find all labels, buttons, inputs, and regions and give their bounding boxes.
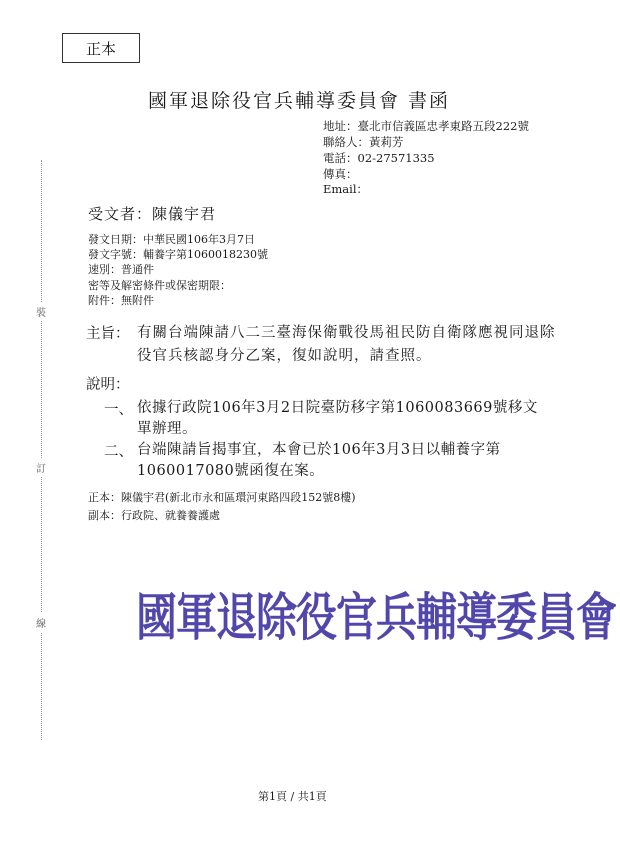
explanation-item-text: 台端陳請旨揭事宜，本會已於106年3月3日以輔養字第1060017080號函復在案。 (137, 442, 501, 479)
recipient: 受文者：陳儀宇君 (88, 205, 217, 223)
explanation-item-text: 依據行政院106年3月2日院臺防移字第1060083669號移文單辦理。 (137, 400, 538, 437)
contact-email: Email： (323, 182, 369, 196)
explanation-item-number: 二、 (104, 444, 133, 460)
explanation-item-number: 一、 (104, 402, 133, 418)
page-number: 第1頁 / 共1頁 (258, 790, 327, 803)
attachment: 附件：無附件 (88, 294, 154, 307)
official-seal-stamp: 國軍退除役官兵輔導委員會 (136, 587, 616, 648)
original-copy-stamp: 正本 (62, 33, 140, 63)
issue-date: 發文日期：中華民國106年3月7日 (88, 233, 255, 246)
letter-title: 國軍退除役官兵輔導委員會 書函 (148, 90, 451, 112)
copy-recipients: 副本：行政院、就養養護處 (88, 509, 220, 522)
delivery-speed: 速別：普通件 (88, 263, 154, 276)
contact-address: 地址：臺北市信義區忠孝東路五段222號 (323, 119, 529, 133)
contact-person: 聯絡人：黃莉芳 (323, 135, 404, 149)
subject-text: 有關台端陳請八二三臺海保衛戰役馬祖民防自衛隊應視同退除役官兵核認身分乙案，復如說明，請查照。 (137, 325, 556, 364)
contact-fax: 傳真： (323, 167, 358, 181)
binding-mark-xian: 線 (36, 613, 46, 632)
contact-phone: 電話：02-27571335 (323, 151, 435, 165)
subject-label: 主旨： (86, 326, 130, 342)
original-recipient: 正本：陳儀宇君(新北市永和區環河東路四段152號8樓) (88, 491, 356, 504)
explanation-label: 說明： (86, 377, 130, 393)
binding-margin-line (41, 160, 42, 740)
binding-mark-zhuang: 裝 (36, 302, 46, 321)
security-level: 密等及解密條件或保密期限： (88, 279, 231, 292)
binding-mark-ding: 訂 (36, 458, 46, 477)
document-number: 發文字號：輔養字第1060018230號 (88, 248, 268, 261)
